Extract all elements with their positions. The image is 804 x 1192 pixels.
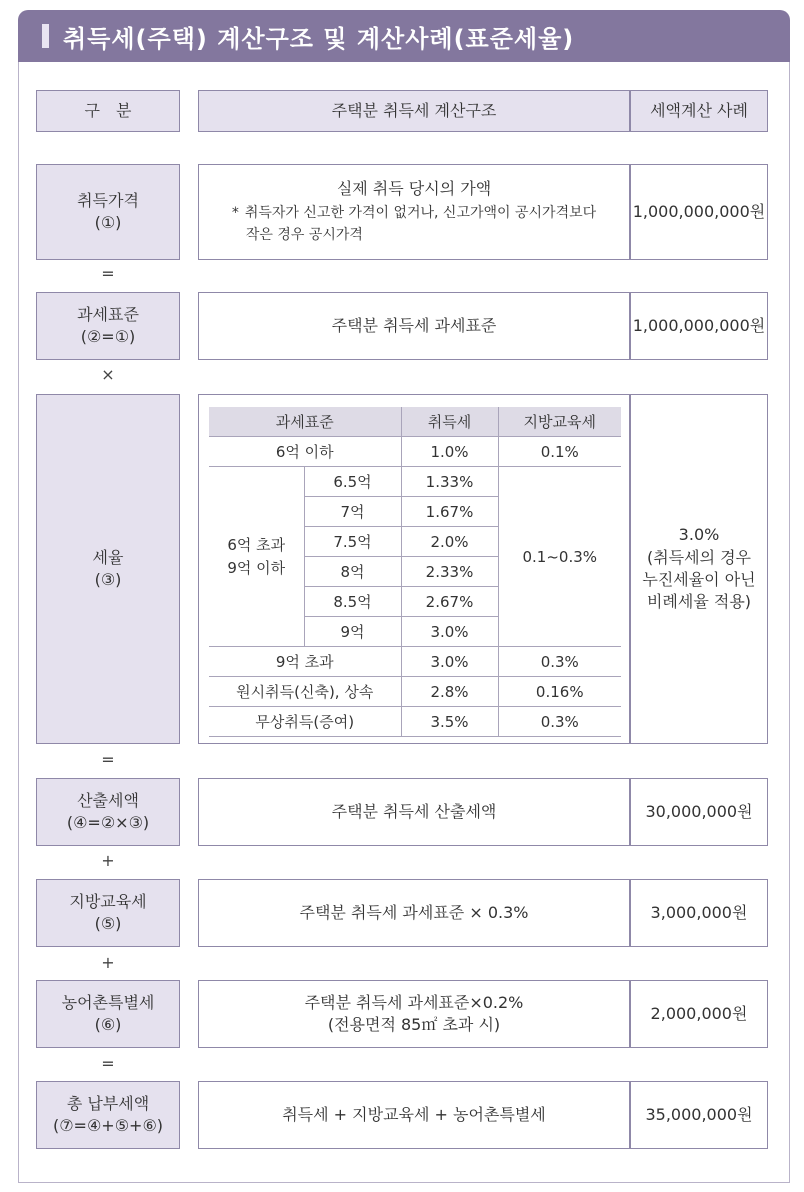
- tax-base-example: [630, 292, 768, 360]
- acq-price-label-ref: (①): [94, 213, 122, 232]
- total-tax-label-title: 총 납부세액: [66, 1093, 150, 1113]
- table-row: [209, 677, 621, 707]
- total-tax-label: [36, 1081, 180, 1149]
- title-bar-marker-icon: [42, 24, 49, 48]
- rural-tax-label-title: 농어촌특별세: [61, 992, 155, 1012]
- tax-base-label-title: 과세표준: [77, 304, 139, 324]
- rate-base-cell: 7.5억: [304, 527, 401, 557]
- page-title: 취득세(주택) 계산구조 및 계산사례(표준세율): [63, 24, 575, 53]
- local-edu-structure: [198, 879, 630, 947]
- tax-base-label: [36, 292, 180, 360]
- tax-rate-example-note3: 비례세율 적용): [646, 592, 752, 612]
- header-structure: [198, 90, 630, 132]
- rate-mid-edu-cell: 0.1~0.3%: [498, 467, 621, 647]
- rate-header-acq: 취득세: [401, 407, 498, 437]
- total-tax-main: 취득세 + 지방교육세 + 농어촌특별세: [282, 1104, 546, 1124]
- rate-acq-cell: 3.0%: [401, 617, 498, 647]
- calc-tax-example-value: 30,000,000원: [645, 801, 753, 821]
- table-row: [209, 647, 621, 677]
- operator-equals-3: =: [101, 1054, 115, 1073]
- rural-tax-example: [630, 980, 768, 1048]
- rural-tax-main-line2: (전용면적 85㎡ 초과 시): [327, 1015, 501, 1034]
- rate-mid-group-line2: 9억 이하: [227, 558, 286, 577]
- rate-base-cell: 원시취득(신축), 상속: [209, 677, 401, 707]
- calc-tax-structure: [198, 778, 630, 846]
- header-example: [630, 90, 768, 132]
- tax-rate-example-note2: 누진세율이 아닌: [642, 570, 756, 589]
- operator-multiply: ×: [101, 365, 115, 384]
- calc-tax-label: [36, 778, 180, 846]
- total-tax-structure: [198, 1081, 630, 1149]
- operator-equals-2: =: [101, 750, 115, 769]
- rural-tax-main-line1: 주택분 취득세 과세표준×0.2%: [304, 992, 524, 1012]
- acq-price-note-line1: 취득자가 신고한 가격이 없거나, 신고가액이 공시가격보다: [244, 205, 597, 221]
- rate-mid-group-cell: [209, 467, 304, 647]
- rate-table-wrap: [209, 407, 621, 737]
- rate-base-cell: 6억 이하: [209, 437, 401, 467]
- tax-rate-example-value: 3.0%: [678, 525, 720, 545]
- rate-base-cell: 8.5억: [304, 587, 401, 617]
- note-asterisk-icon: *: [231, 205, 239, 221]
- rate-acq-cell: 3.0%: [401, 647, 498, 677]
- rate-acq-cell: 1.0%: [401, 437, 498, 467]
- local-edu-label-ref: (⑤): [94, 914, 122, 933]
- total-tax-label-ref: (⑦=④+⑤+⑥): [52, 1116, 164, 1135]
- operator-plus-1: +: [101, 851, 115, 870]
- rate-acq-cell: 2.0%: [401, 527, 498, 557]
- tax-rate-example: [630, 394, 768, 744]
- tax-base-structure: [198, 292, 630, 360]
- acq-price-label: [36, 164, 180, 260]
- rate-table: [209, 407, 621, 737]
- rural-tax-label-ref: (⑥): [94, 1015, 122, 1034]
- rate-acq-cell: 1.33%: [401, 467, 498, 497]
- local-edu-example-value: 3,000,000원: [650, 902, 748, 922]
- rate-acq-cell: 3.5%: [401, 707, 498, 737]
- acq-price-label-title: 취득가격: [77, 190, 139, 210]
- title-bar: [18, 10, 790, 62]
- rate-header-base: 과세표준: [209, 407, 401, 437]
- rate-header-edu: 지방교육세: [498, 407, 621, 437]
- tax-base-example-value: 1,000,000,000원: [632, 315, 766, 335]
- rate-acq-cell: 1.67%: [401, 497, 498, 527]
- total-tax-example: [630, 1081, 768, 1149]
- rate-edu-cell: 0.3%: [498, 647, 621, 677]
- rate-acq-cell: 2.33%: [401, 557, 498, 587]
- rate-mid-group-line1: 6억 초과: [227, 536, 286, 554]
- acq-price-example: [630, 164, 768, 260]
- rate-base-cell: 9억 초과: [209, 647, 401, 677]
- tax-rate-label-ref: (③): [94, 570, 122, 589]
- table-row: [209, 437, 621, 467]
- table-row: [209, 707, 621, 737]
- rural-tax-structure: [198, 980, 630, 1048]
- total-tax-example-value: 35,000,000원: [645, 1104, 753, 1124]
- rate-edu-cell: 0.3%: [498, 707, 621, 737]
- tax-base-main: 주택분 취득세 과세표준: [331, 315, 497, 335]
- calc-tax-main: 주택분 취득세 산출세액: [331, 801, 497, 821]
- operator-plus-2: +: [101, 953, 115, 972]
- rate-base-cell: 7억: [304, 497, 401, 527]
- acq-price-main: 실제 취득 당시의 가액: [336, 178, 492, 198]
- tax-rate-example-note1: (취득세의 경우: [646, 547, 752, 567]
- rate-table-header-row: [209, 407, 621, 437]
- header-example-label: 세액계산 사례: [650, 100, 748, 120]
- calc-tax-example: [630, 778, 768, 846]
- rural-tax-example-value: 2,000,000원: [650, 1003, 748, 1023]
- operator-equals-1: =: [101, 264, 115, 283]
- acq-price-structure: [198, 164, 630, 260]
- rate-acq-cell: 2.8%: [401, 677, 498, 707]
- local-edu-label: [36, 879, 180, 947]
- rate-edu-cell: 0.16%: [498, 677, 621, 707]
- header-category: [36, 90, 180, 132]
- acq-price-note-line2: 작은 경우 공시가격: [245, 226, 363, 243]
- rural-tax-label: [36, 980, 180, 1048]
- tax-rate-label-title: 세율: [92, 547, 124, 567]
- rate-base-cell: 6.5억: [304, 467, 401, 497]
- tax-rate-label: [36, 394, 180, 744]
- header-structure-label: 주택분 취득세 계산구조: [331, 100, 497, 120]
- rate-base-cell: 8억: [304, 557, 401, 587]
- rate-base-cell: 9억: [304, 617, 401, 647]
- header-category-label: 구 분: [84, 100, 132, 120]
- rate-acq-cell: 2.67%: [401, 587, 498, 617]
- calc-tax-label-ref: (④=②×③): [66, 813, 150, 832]
- rate-edu-cell: 0.1%: [498, 437, 621, 467]
- tax-base-label-ref: (②=①): [80, 327, 136, 346]
- rate-base-cell: 무상취득(증여): [209, 707, 401, 737]
- calc-tax-label-title: 산출세액: [77, 790, 139, 810]
- local-edu-main: 주택분 취득세 과세표준 × 0.3%: [299, 902, 529, 922]
- acq-price-note: [232, 203, 596, 246]
- local-edu-label-title: 지방교육세: [69, 891, 147, 911]
- table-row: [209, 467, 621, 497]
- local-edu-example: [630, 879, 768, 947]
- acq-price-example-value: 1,000,000,000원: [632, 201, 766, 221]
